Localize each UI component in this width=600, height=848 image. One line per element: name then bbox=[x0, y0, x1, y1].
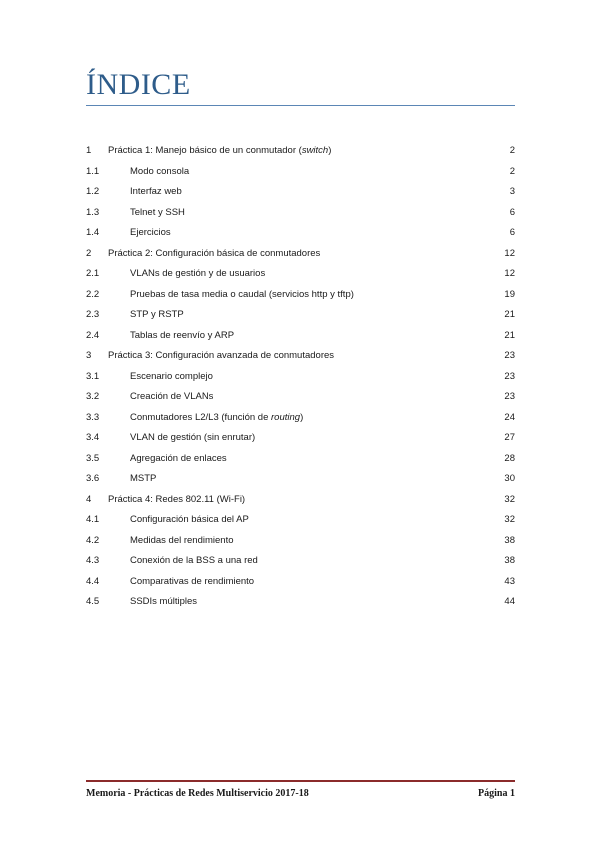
toc-entry[interactable] bbox=[86, 387, 515, 408]
toc-entry-number: 1.2 bbox=[86, 186, 100, 197]
toc-entry-title bbox=[130, 326, 234, 347]
toc-entry-title-part: Ejercicios bbox=[130, 227, 171, 238]
toc-entry-page: 43 bbox=[504, 575, 515, 587]
toc-entry-page: 28 bbox=[504, 452, 515, 464]
toc-entry-title bbox=[130, 367, 213, 388]
toc-entry-number: 1.1 bbox=[86, 165, 100, 177]
toc-entry-number: 3.4 bbox=[86, 432, 100, 443]
toc-entry-title bbox=[130, 449, 227, 470]
toc-entry[interactable] bbox=[86, 223, 515, 244]
toc-entry-page: 2 bbox=[509, 165, 515, 177]
toc-entry-title-part: Conexión de la BSS a una red bbox=[130, 555, 258, 566]
toc-entry-title bbox=[108, 141, 331, 162]
toc-entry[interactable] bbox=[86, 490, 515, 511]
toc-entry-title-part: VLAN de gestión (sin enrutar) bbox=[130, 432, 256, 443]
toc-entry-title-part: Conmutadores L2/L3 (función de bbox=[130, 411, 272, 423]
toc-entry-title-part: Práctica 3: Configuración avanzada de conmutadores bbox=[108, 350, 335, 361]
toc-entry-title bbox=[130, 592, 197, 613]
toc-entry-page: 38 bbox=[504, 534, 515, 546]
toc-entry-title-part: Pruebas de tasa media o caudal (servicios http y tftp) bbox=[130, 288, 354, 300]
toc-entry-title-part: Práctica 4: Redes 802.11 (Wi-Fi) bbox=[108, 493, 246, 505]
toc-entry-title bbox=[108, 346, 334, 367]
toc-entry-title-part: Agregación de enlaces bbox=[130, 452, 227, 464]
toc-entry-number: 4 bbox=[86, 493, 92, 505]
toc-entry-title bbox=[130, 428, 255, 449]
toc-entry[interactable] bbox=[86, 285, 515, 306]
toc-entry-title bbox=[130, 531, 234, 552]
toc-entry-number: 3.5 bbox=[86, 452, 100, 464]
toc-entry-title bbox=[130, 264, 265, 285]
toc-entry-page: 23 bbox=[504, 370, 515, 382]
toc-entry[interactable] bbox=[86, 408, 515, 429]
toc-entry-number: 4.1 bbox=[86, 514, 100, 525]
toc-entry[interactable] bbox=[86, 428, 515, 449]
footer-divider bbox=[86, 780, 515, 782]
toc-entry-page: 30 bbox=[504, 473, 515, 484]
toc-entry-title bbox=[130, 572, 254, 593]
toc-entry-number: 3.2 bbox=[86, 391, 100, 402]
toc-entry-page: 32 bbox=[504, 493, 515, 505]
toc-entry-number: 4.3 bbox=[86, 555, 100, 566]
toc-entry-number: 3 bbox=[86, 350, 92, 361]
toc-entry-title-part: ) bbox=[300, 411, 304, 423]
toc-entry-page: 3 bbox=[509, 186, 515, 197]
toc-entry-number: 1.3 bbox=[86, 206, 100, 218]
toc-entry-page: 2 bbox=[509, 145, 515, 156]
toc-entry-number: 3.6 bbox=[86, 473, 100, 484]
toc-entry[interactable] bbox=[86, 305, 515, 326]
toc-entry[interactable] bbox=[86, 244, 515, 265]
toc-entry[interactable] bbox=[86, 367, 515, 388]
toc-entry[interactable] bbox=[86, 264, 515, 285]
toc-entry-number: 3.3 bbox=[86, 411, 100, 423]
toc-entry-number: 2.3 bbox=[86, 309, 100, 320]
toc-entry[interactable] bbox=[86, 510, 515, 531]
footer-document-title: Memoria - Prácticas de Redes Multiservicio 2017-18 bbox=[86, 788, 309, 799]
toc-entry-title-part: STP y RSTP bbox=[130, 309, 184, 320]
toc-entry[interactable] bbox=[86, 449, 515, 470]
toc-entry-title-part: MSTP bbox=[130, 473, 157, 484]
toc-entry-number: 2.2 bbox=[86, 288, 100, 300]
toc-entry[interactable] bbox=[86, 469, 515, 490]
toc-entry-title-part: Práctica 1: Manejo básico de un conmutador ( bbox=[108, 145, 302, 156]
footer-page-number: Página 1 bbox=[478, 788, 515, 799]
toc-entry[interactable] bbox=[86, 531, 515, 552]
toc-entry-page: 21 bbox=[504, 309, 515, 320]
toc-entry-page: 32 bbox=[504, 514, 515, 525]
toc-entry-number: 1 bbox=[86, 145, 92, 156]
toc-entry-title bbox=[130, 387, 213, 408]
toc-entry-title-part: Escenario complejo bbox=[130, 370, 213, 382]
toc-entry-number: 2 bbox=[86, 247, 92, 259]
toc-entry-title-part: Tablas de reenvío y ARP bbox=[130, 329, 235, 341]
toc-entry-number: 2.1 bbox=[86, 268, 100, 279]
toc-entry-title bbox=[130, 285, 354, 306]
toc-entry-page: 24 bbox=[504, 411, 515, 423]
toc-entry-page: 44 bbox=[504, 596, 515, 607]
toc-entry-number: 2.4 bbox=[86, 329, 100, 341]
toc-entry-page: 27 bbox=[504, 432, 515, 443]
toc-entry[interactable] bbox=[86, 592, 515, 613]
toc-entry-title-part: routing bbox=[271, 411, 301, 423]
toc-entry[interactable] bbox=[86, 326, 515, 347]
toc-entry-number: 4.5 bbox=[86, 596, 100, 607]
toc-entry-title bbox=[130, 182, 182, 203]
toc-entry[interactable] bbox=[86, 182, 515, 203]
page-title: ÍNDICE bbox=[86, 68, 191, 101]
toc-entry[interactable] bbox=[86, 551, 515, 572]
toc-entry-title bbox=[108, 490, 245, 511]
toc-entry-title-part: switch bbox=[301, 145, 329, 156]
toc-entry-page: 23 bbox=[504, 350, 515, 361]
toc-entry[interactable] bbox=[86, 346, 515, 367]
toc-entry[interactable] bbox=[86, 162, 515, 183]
toc-entry-number: 3.1 bbox=[86, 370, 100, 382]
toc-entry-title bbox=[130, 305, 184, 326]
toc-entry-title bbox=[130, 203, 185, 224]
toc-entry-title bbox=[130, 408, 303, 429]
toc-entry-page: 38 bbox=[504, 555, 515, 566]
table-of-contents bbox=[86, 141, 515, 613]
toc-entry-title bbox=[130, 469, 156, 490]
toc-entry-number: 1.4 bbox=[86, 227, 100, 238]
toc-entry-title bbox=[130, 162, 189, 183]
toc-entry-title bbox=[130, 223, 171, 244]
toc-entry-page: 6 bbox=[509, 227, 515, 238]
toc-entry-page: 19 bbox=[504, 288, 515, 300]
toc-entry-title-part: Comparativas de rendimiento bbox=[130, 575, 255, 587]
toc-entry[interactable] bbox=[86, 141, 515, 162]
toc-entry-page: 6 bbox=[509, 206, 515, 218]
toc-entry-number: 4.4 bbox=[86, 575, 100, 587]
title-underline bbox=[86, 105, 515, 106]
toc-entry-number: 4.2 bbox=[86, 534, 100, 546]
toc-entry-page: 21 bbox=[504, 329, 515, 341]
toc-entry-title-part: Práctica 2: Configuración básica de conmutadores bbox=[108, 247, 321, 259]
toc-entry-title bbox=[130, 551, 258, 572]
toc-entry[interactable] bbox=[86, 203, 515, 224]
toc-entry-title-part: Interfaz web bbox=[130, 186, 182, 197]
toc-entry-page: 23 bbox=[504, 391, 515, 402]
toc-entry-title-part: SSDIs múltiples bbox=[130, 596, 198, 607]
toc-entry-title-part: Configuración básica del AP bbox=[130, 514, 249, 525]
toc-entry-title-part: Modo consola bbox=[130, 165, 190, 177]
toc-entry-title-part: ) bbox=[328, 145, 332, 156]
toc-entry-page: 12 bbox=[504, 247, 515, 259]
toc-entry-title bbox=[108, 244, 320, 265]
toc-entry-title-part: VLANs de gestión y de usuarios bbox=[130, 268, 266, 279]
toc-entry-title-part: Medidas del rendimiento bbox=[130, 534, 234, 546]
toc-entry-page: 12 bbox=[504, 268, 515, 279]
toc-entry-title-part: Creación de VLANs bbox=[130, 391, 214, 402]
toc-entry-title bbox=[130, 510, 249, 531]
toc-entry-title-part: Telnet y SSH bbox=[130, 206, 185, 218]
toc-entry[interactable] bbox=[86, 572, 515, 593]
